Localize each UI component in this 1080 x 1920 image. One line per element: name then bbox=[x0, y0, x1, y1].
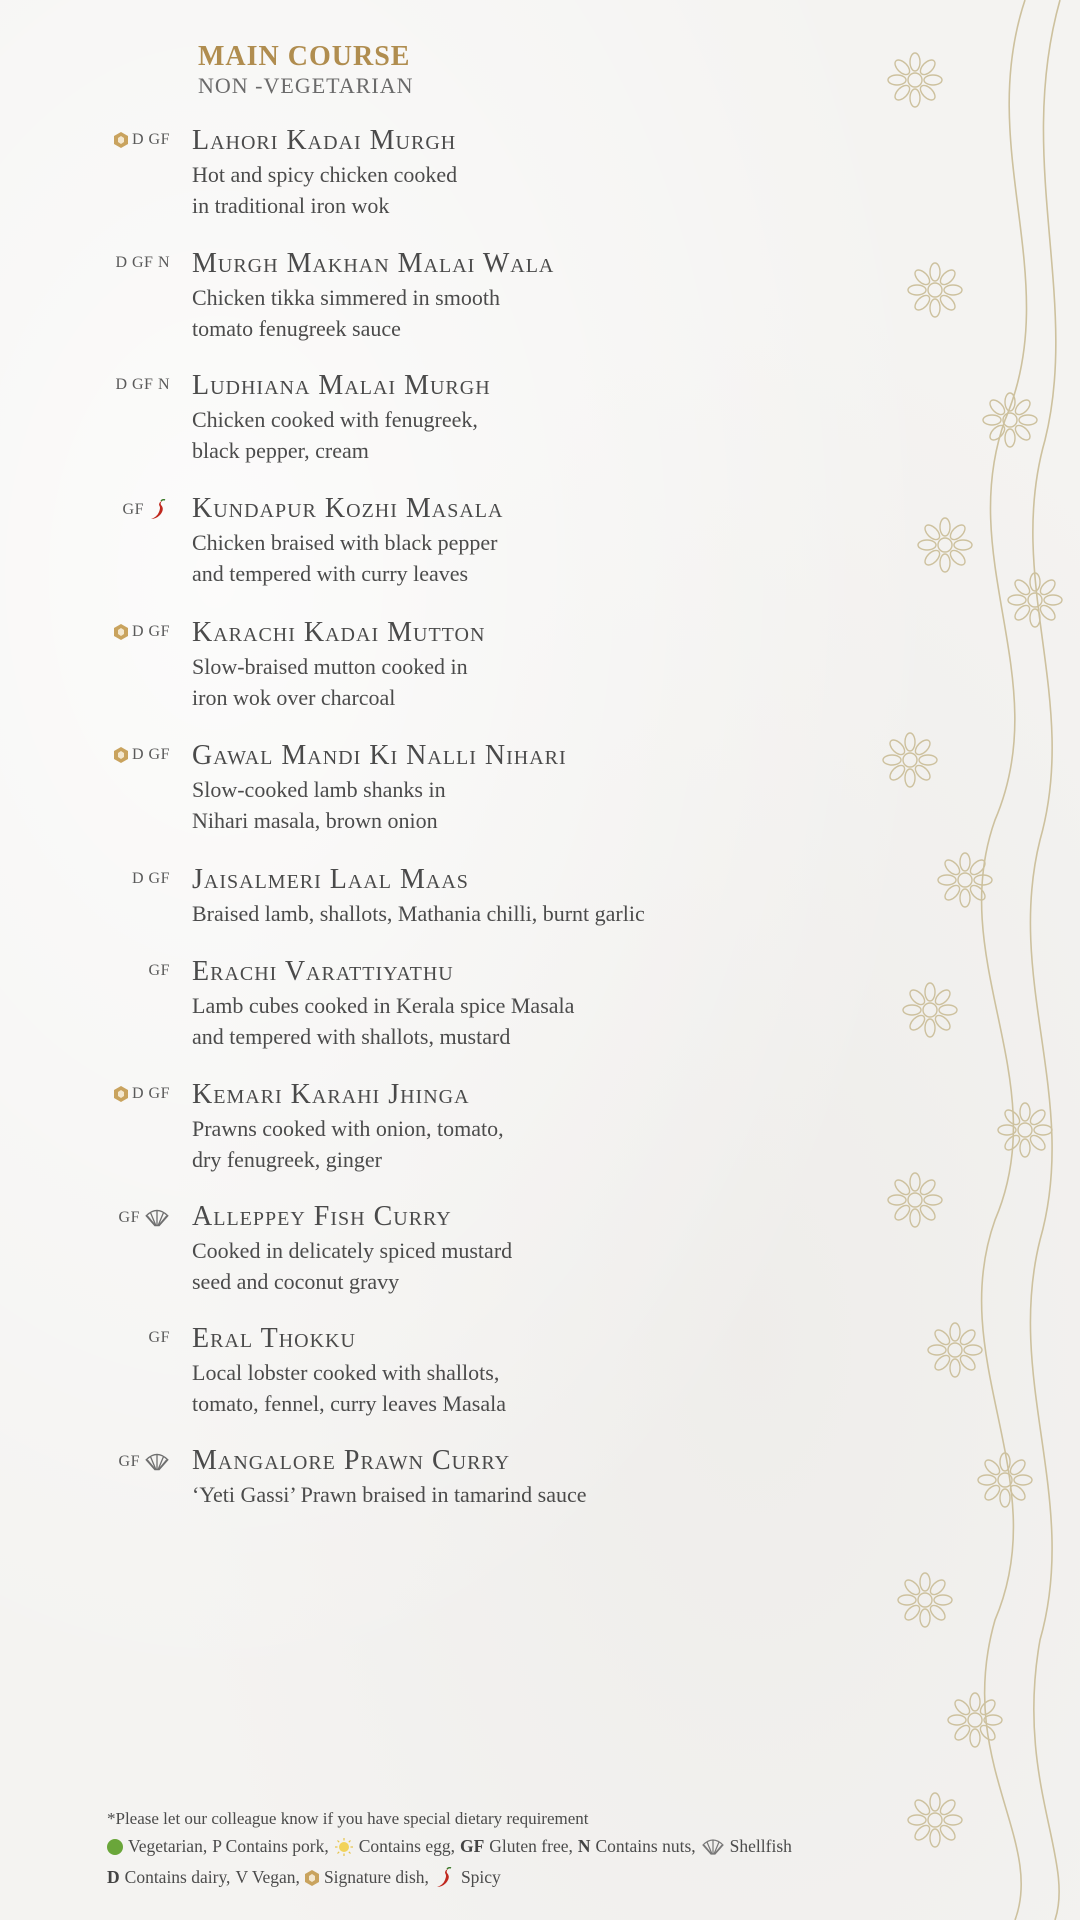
dish-description bbox=[192, 898, 645, 929]
dietary-tags bbox=[90, 962, 170, 980]
flower-ornament bbox=[928, 1323, 982, 1377]
description-line: Nihari masala, brown onion bbox=[192, 808, 438, 833]
signature-icon bbox=[114, 132, 128, 148]
legend-n-abbr: N bbox=[577, 1836, 591, 1856]
dietary-legend bbox=[107, 1807, 927, 1893]
description-line: black pepper, cream bbox=[192, 438, 369, 463]
dish-name: Gawal Mandi Ki Nalli Nihari bbox=[192, 740, 567, 771]
menu-item bbox=[0, 1323, 760, 1433]
dietary-tags bbox=[90, 499, 170, 521]
legend-spicy: Spicy bbox=[460, 1867, 501, 1887]
legend-line-2 bbox=[107, 1862, 927, 1893]
dietary-tags-text: GF bbox=[148, 962, 170, 979]
dish-name: Ludhiana Malai Murgh bbox=[192, 370, 491, 401]
dish-description bbox=[192, 527, 497, 589]
dish-name: Karachi Kadai Mutton bbox=[192, 617, 486, 648]
section-subtitle: NON -VEGETARIAN bbox=[198, 73, 414, 98]
flower-ornament bbox=[998, 1103, 1052, 1157]
section-title: MAIN COURSE bbox=[198, 41, 411, 72]
description-line: Cooked in delicately spiced mustard bbox=[192, 1238, 513, 1263]
description-line: Lamb cubes cooked in Kerala spice Masala bbox=[192, 993, 575, 1018]
description-line: and tempered with curry leaves bbox=[192, 561, 469, 586]
dietary-tags bbox=[90, 376, 170, 394]
dietary-tags-text: D GF bbox=[131, 131, 170, 148]
dietary-tags-text: GF bbox=[118, 1209, 140, 1226]
dietary-tags bbox=[90, 1085, 170, 1103]
dietary-tags bbox=[90, 870, 170, 888]
menu-item bbox=[0, 956, 760, 1066]
dish-name: Jaisalmeri Laal Maas bbox=[192, 864, 469, 895]
dietary-note: *Please let our colleague know if you have special dietary requirement bbox=[107, 1809, 589, 1828]
dish-name: Alleppey Fish Curry bbox=[192, 1201, 452, 1232]
description-line: seed and coconut gravy bbox=[192, 1269, 400, 1294]
legend-vegetarian: Vegetarian, bbox=[128, 1836, 208, 1856]
shellfish-icon bbox=[701, 1837, 725, 1857]
description-line: Local lobster cooked with shallots, bbox=[192, 1360, 500, 1385]
dish-description bbox=[192, 774, 446, 836]
dish-description bbox=[192, 404, 478, 466]
flower-ornament bbox=[888, 1173, 942, 1227]
legend-shellfish: Shellfish bbox=[729, 1836, 792, 1856]
dish-name: Kemari Karahi Jhinga bbox=[192, 1079, 470, 1110]
description-line: Slow-braised mutton cooked in bbox=[192, 654, 468, 679]
description-line: ‘Yeti Gassi’ Prawn braised in tamarind sauce bbox=[192, 1482, 587, 1507]
flower-ornament bbox=[948, 1693, 1002, 1747]
egg-icon bbox=[334, 1837, 354, 1857]
description-line: and tempered with shallots, mustard bbox=[192, 1024, 511, 1049]
dish-name: Mangalore Prawn Curry bbox=[192, 1445, 511, 1476]
chili-icon bbox=[148, 499, 170, 521]
dish-name: Erachi Varattiyathu bbox=[192, 956, 454, 987]
dish-description bbox=[192, 282, 500, 344]
signature-icon bbox=[114, 1086, 128, 1102]
dietary-tags bbox=[90, 1451, 170, 1473]
legend-vegan: V Vegan, bbox=[235, 1867, 300, 1887]
signature-icon bbox=[114, 747, 128, 763]
dish-description bbox=[192, 159, 457, 221]
dietary-tags bbox=[90, 1329, 170, 1347]
menu-item bbox=[0, 1079, 760, 1189]
menu-item bbox=[0, 617, 760, 727]
flower-ornament bbox=[978, 1453, 1032, 1507]
dish-name: Eral Thokku bbox=[192, 1323, 356, 1354]
dish-name: Murgh Makhan Malai Wala bbox=[192, 248, 555, 279]
legend-dairy: Contains dairy, bbox=[124, 1867, 231, 1887]
signature-icon bbox=[305, 1870, 319, 1886]
legend-pork: P Contains pork, bbox=[212, 1836, 329, 1856]
dish-description bbox=[192, 1357, 506, 1419]
description-line: tomato, fennel, curry leaves Masala bbox=[192, 1391, 506, 1416]
dietary-tags bbox=[90, 623, 170, 641]
description-line: Braised lamb, shallots, Mathania chilli, burnt garlic bbox=[192, 901, 645, 926]
description-line: Slow-cooked lamb shanks in bbox=[192, 777, 446, 802]
dietary-tags bbox=[90, 746, 170, 764]
flower-ornament bbox=[918, 518, 972, 572]
dish-description bbox=[192, 1113, 504, 1175]
dietary-tags-text: D GF N bbox=[115, 254, 170, 271]
menu-item bbox=[0, 125, 760, 235]
description-line: in traditional iron wok bbox=[192, 193, 390, 218]
dietary-tags bbox=[90, 131, 170, 149]
description-line: iron wok over charcoal bbox=[192, 685, 396, 710]
chili-icon bbox=[434, 1867, 456, 1889]
dish-name: Lahori Kadai Murgh bbox=[192, 125, 457, 156]
dish-description bbox=[192, 1235, 512, 1297]
shellfish-icon bbox=[144, 1451, 170, 1473]
dietary-tags-text: GF bbox=[148, 1329, 170, 1346]
dietary-tags bbox=[90, 1207, 170, 1229]
description-line: Chicken tikka simmered in smooth bbox=[192, 285, 500, 310]
legend-gf-abbr: GF bbox=[459, 1836, 485, 1856]
legend-signature: Signature dish, bbox=[323, 1867, 429, 1887]
menu-item bbox=[0, 740, 760, 850]
description-line: Chicken braised with black pepper bbox=[192, 530, 498, 555]
shellfish-icon bbox=[144, 1207, 170, 1229]
vegetarian-icon bbox=[107, 1839, 123, 1855]
dietary-tags-text: D GF bbox=[131, 623, 170, 640]
menu-item bbox=[0, 493, 760, 603]
flower-ornament bbox=[883, 733, 937, 787]
menu-item bbox=[0, 1201, 760, 1311]
menu-header bbox=[198, 40, 413, 98]
description-line: tomato fenugreek sauce bbox=[192, 316, 401, 341]
flower-ornament bbox=[903, 983, 957, 1037]
dish-name: Kundapur Kozhi Masala bbox=[192, 493, 504, 524]
dietary-tags-text: GF bbox=[118, 1453, 140, 1470]
flower-ornament bbox=[898, 1573, 952, 1627]
dish-description bbox=[192, 1479, 587, 1510]
legend-egg: Contains egg, bbox=[358, 1836, 455, 1856]
legend-line-1 bbox=[107, 1831, 927, 1862]
dietary-tags bbox=[90, 254, 170, 272]
flower-ornament bbox=[983, 393, 1037, 447]
dietary-tags-text: D GF N bbox=[115, 376, 170, 393]
description-line: Prawns cooked with onion, tomato, bbox=[192, 1116, 504, 1141]
flower-ornament bbox=[888, 53, 942, 107]
legend-gluten-free: Gluten free, bbox=[489, 1836, 573, 1856]
flower-ornament bbox=[938, 853, 992, 907]
legend-nuts: Contains nuts, bbox=[595, 1836, 696, 1856]
description-line: Hot and spicy chicken cooked bbox=[192, 162, 458, 187]
menu-item bbox=[0, 1445, 760, 1555]
dietary-tags-text: GF bbox=[122, 501, 144, 518]
dish-description bbox=[192, 651, 468, 713]
signature-icon bbox=[114, 624, 128, 640]
dietary-tags-text: D GF bbox=[131, 746, 170, 763]
description-line: dry fenugreek, ginger bbox=[192, 1147, 382, 1172]
legend-d-abbr: D bbox=[107, 1867, 120, 1887]
dietary-tags-text: D GF bbox=[131, 870, 170, 887]
menu-item bbox=[0, 248, 760, 358]
dish-description bbox=[192, 990, 574, 1052]
flower-ornament bbox=[908, 263, 962, 317]
menu-item bbox=[0, 370, 760, 480]
floral-border-ornament bbox=[855, 0, 1080, 1920]
dietary-tags-text: D GF bbox=[131, 1085, 170, 1102]
description-line: Chicken cooked with fenugreek, bbox=[192, 407, 478, 432]
